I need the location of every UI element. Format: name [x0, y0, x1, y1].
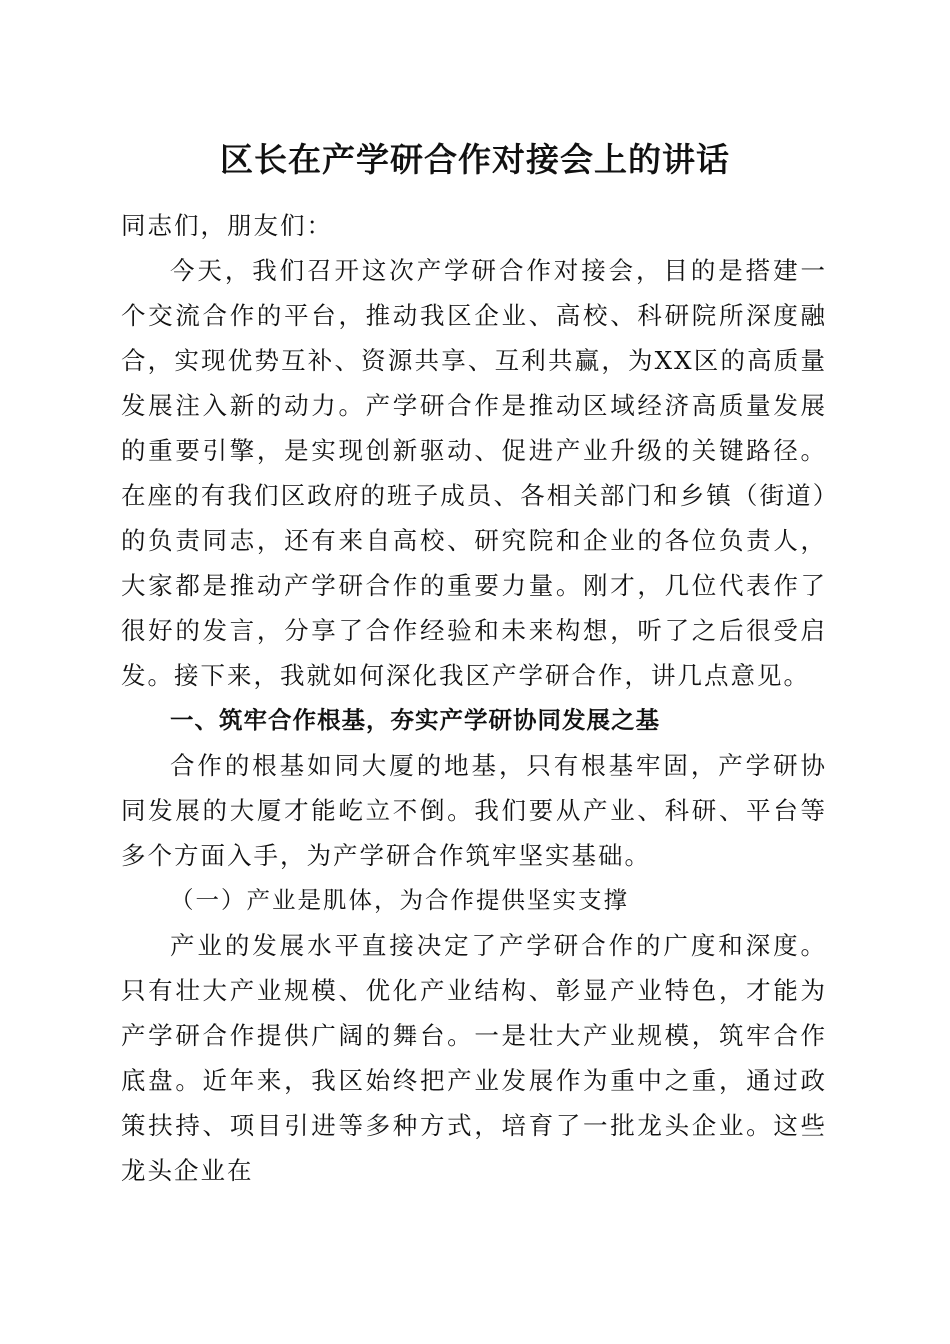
intro-paragraph: 今天，我们召开这次产学研合作对接会，目的是搭建一个交流合作的平台，推动我区企业、高校、科研院所深度融合，实现优势互补、资源共享、互利共赢，为XX区的高质量发展注入新的动力。产学研合作是推动区域经济高质量发展的重要引擎，是实现创新驱动、促进产业升级的关键路径。在座的有我们区政府的班子成员、各相关部门和乡镇（街道）的负责同志，还有来自高校、研究院和企业的各位负责人，大家都是推动产学研合作的重要力量。刚才，几位代表作了很好的发言，分享了合作经验和未来构想，听了之后很受启发。接下来，我就如何深化我区产学研合作，讲几点意见。 [121, 256, 827, 690]
section-1-paragraph: 合作的根基如同大厦的地基，只有根基牢固，产学研协同发展的大厦才能屹立不倒。我们要从产业、科研、平台等多个方面入手，为产学研合作筑牢坚实基础。 [121, 751, 827, 870]
document-body [121, 203, 827, 1193]
document-title: 区长在产学研合作对接会上的讲话 [220, 140, 730, 179]
section-heading-1: 一、筑牢合作根基，夯实产学研协同发展之基 [170, 706, 660, 734]
subsection-heading-1: （一）产业是肌体，为合作提供坚实支撑 [170, 886, 629, 914]
subsection-1-paragraph: 产业的发展水平直接决定了产学研合作的广度和深度。只有壮大产业规模、优化产业结构、彰显产业特色，才能为产学研合作提供广阔的舞台。一是壮大产业规模，筑牢合作底盘。近年来，我区始终把产业发展作为重中之重，通过政策扶持、项目引进等多种方式，培育了一批龙头企业。这些龙头企业在 [121, 931, 827, 1185]
salutation: 同志们，朋友们： [121, 211, 333, 240]
